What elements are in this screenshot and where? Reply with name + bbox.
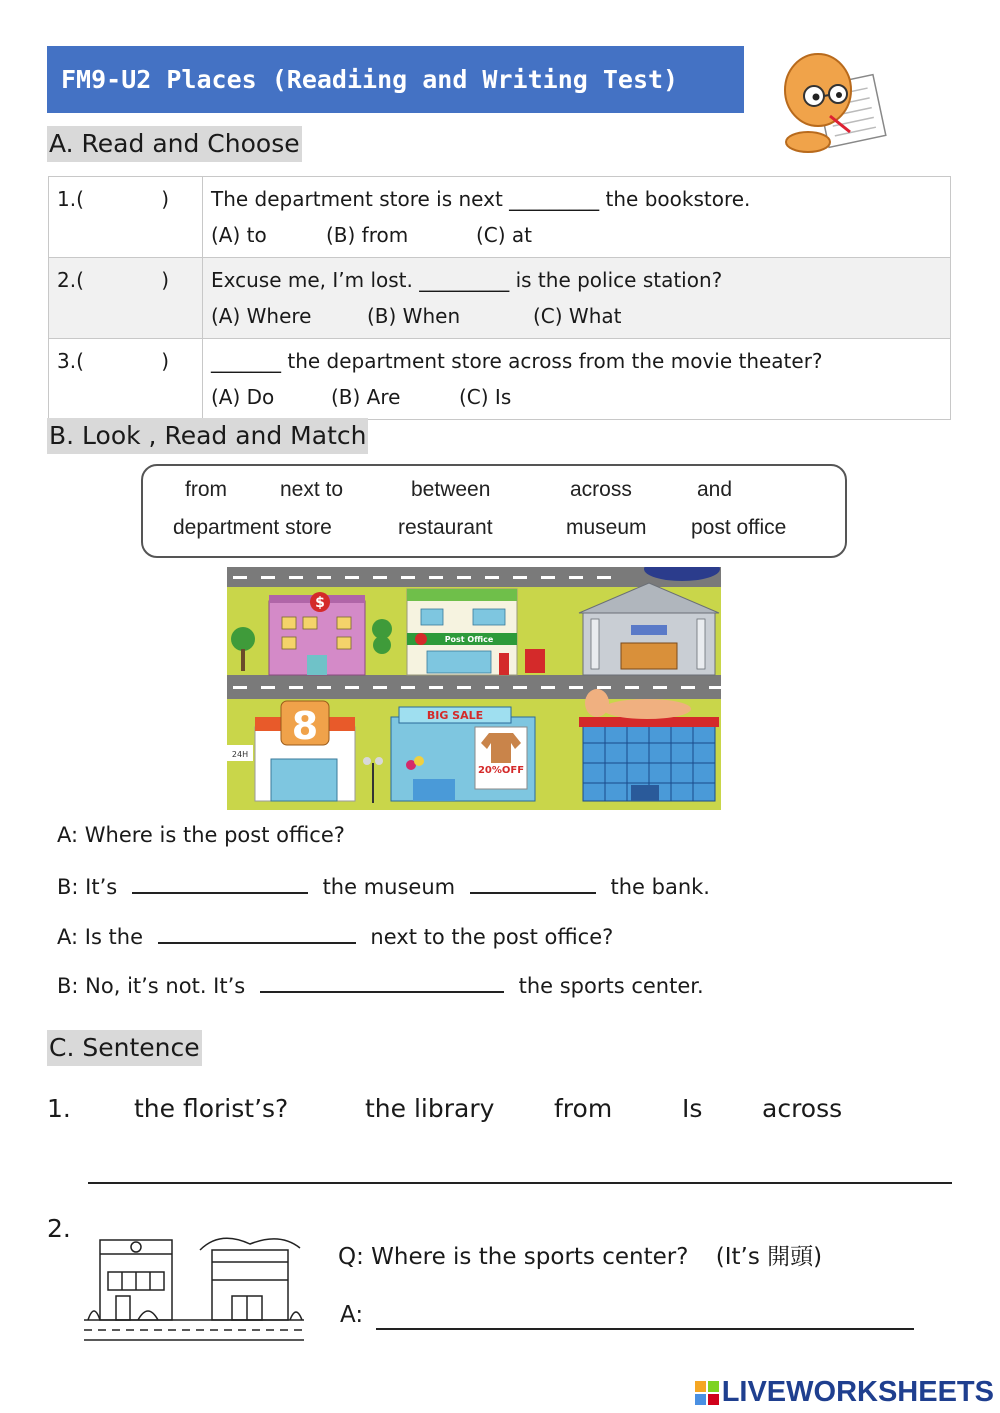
question-number: 2.( — [57, 268, 84, 292]
word-bank-item: department store — [173, 516, 332, 539]
word-bank-item: restaurant — [398, 516, 493, 539]
option-c: (C) Is — [459, 385, 512, 409]
answer-paren-close[interactable]: ) — [161, 187, 169, 211]
scrambled-word[interactable]: the library — [365, 1094, 495, 1123]
section-a-heading: A. Read and Choose — [47, 126, 302, 162]
option-a: (A) to — [211, 223, 267, 247]
dialogue-text: the bank. — [610, 875, 710, 899]
answer-label: A: — [340, 1302, 364, 1328]
word-bank-item: and — [697, 478, 733, 501]
liveworksheets-grid-icon — [694, 1380, 720, 1406]
word-bank-item: museum — [566, 516, 647, 539]
sentence-answer-line[interactable] — [88, 1182, 952, 1184]
scrambled-word[interactable]: across — [762, 1094, 843, 1123]
question-number: 2. — [47, 1214, 71, 1243]
option-a: (A) Where — [211, 304, 312, 328]
liveworksheets-logo[interactable] — [694, 1376, 994, 1409]
reading-mascot-icon — [778, 50, 888, 154]
big-sale-sign: BIG SALE — [426, 709, 484, 722]
section-c-heading: C. Sentence — [47, 1030, 202, 1066]
option-c: (C) at — [476, 223, 533, 247]
discount-sign: 20%OFF — [477, 765, 525, 776]
word-bank-item: post office — [691, 516, 787, 539]
question-text: _______ the department store across from the movie theater? — [211, 349, 823, 373]
question-row-3 — [49, 339, 951, 420]
answer-paren-close[interactable]: ) — [161, 349, 169, 373]
option-b: (B) When — [367, 304, 461, 328]
option-c: (C) What — [533, 304, 622, 328]
question-text: Q: Where is the sports center? — [338, 1244, 689, 1270]
option-a: (A) Do — [211, 385, 275, 409]
answer-blank[interactable] — [470, 872, 596, 894]
answer-paren-close[interactable]: ) — [161, 268, 169, 292]
answer-blank[interactable] — [158, 922, 356, 944]
liveworksheets-brand: LIVEWORKSHEETS — [721, 1376, 994, 1408]
dialogue-text: A: Is the — [57, 925, 144, 949]
dialogue-line-2 — [57, 872, 710, 899]
store-number: 8 — [291, 704, 319, 748]
word-bank-item: across — [570, 478, 632, 501]
scrambled-word[interactable]: Is — [682, 1094, 703, 1123]
section-b-heading: B. Look , Read and Match — [47, 418, 368, 454]
buildings-line-drawing — [80, 1232, 306, 1344]
dialogue-text: B: No, it’s not. It’s — [57, 974, 246, 998]
dialogue-text: the sports center. — [518, 974, 704, 998]
option-b: (B) Are — [331, 385, 401, 409]
store-hours-sign: 24H — [231, 750, 249, 759]
read-choose-table — [48, 176, 951, 420]
question-2-text — [338, 1238, 822, 1271]
answer-blank[interactable] — [132, 872, 308, 894]
question-text: Excuse me, I’m lost. _________ is the police station? — [211, 268, 723, 292]
question-row-1 — [49, 177, 951, 258]
word-bank-item: from — [185, 478, 227, 501]
question-text: The department store is next _________ the bookstore. — [211, 187, 751, 211]
worksheet-title: FM9-U2 Places (Readiing and Writing Test) — [47, 46, 744, 113]
dialogue-line-4 — [57, 971, 704, 998]
word-bank — [141, 464, 847, 558]
option-b: (B) from — [326, 223, 409, 247]
dialogue-text: the museum — [322, 875, 456, 899]
question-number: 1. — [47, 1094, 71, 1123]
question-row-2 — [49, 258, 951, 339]
town-map-image — [227, 567, 721, 810]
scrambled-word[interactable]: from — [554, 1094, 613, 1123]
dialogue-text: B: It’s — [57, 875, 118, 899]
answer-blank[interactable] — [260, 971, 504, 993]
dialogue-line-3 — [57, 922, 613, 949]
post-office-sign: Post Office — [444, 635, 494, 644]
scrambled-word[interactable]: the florist’s? — [134, 1094, 289, 1123]
dialogue-text: next to the post office? — [370, 925, 614, 949]
question-number: 3.( — [57, 349, 84, 373]
word-bank-item: between — [411, 478, 491, 501]
dialogue-line-1: A: Where is the post office? — [57, 823, 345, 847]
question-number: 1.( — [57, 187, 84, 211]
answer-hint: (It’s 開頭) — [715, 1244, 823, 1270]
bank-dollar-sign: $ — [315, 595, 325, 611]
word-bank-item: next to — [280, 478, 344, 501]
answer-line[interactable] — [376, 1328, 914, 1330]
